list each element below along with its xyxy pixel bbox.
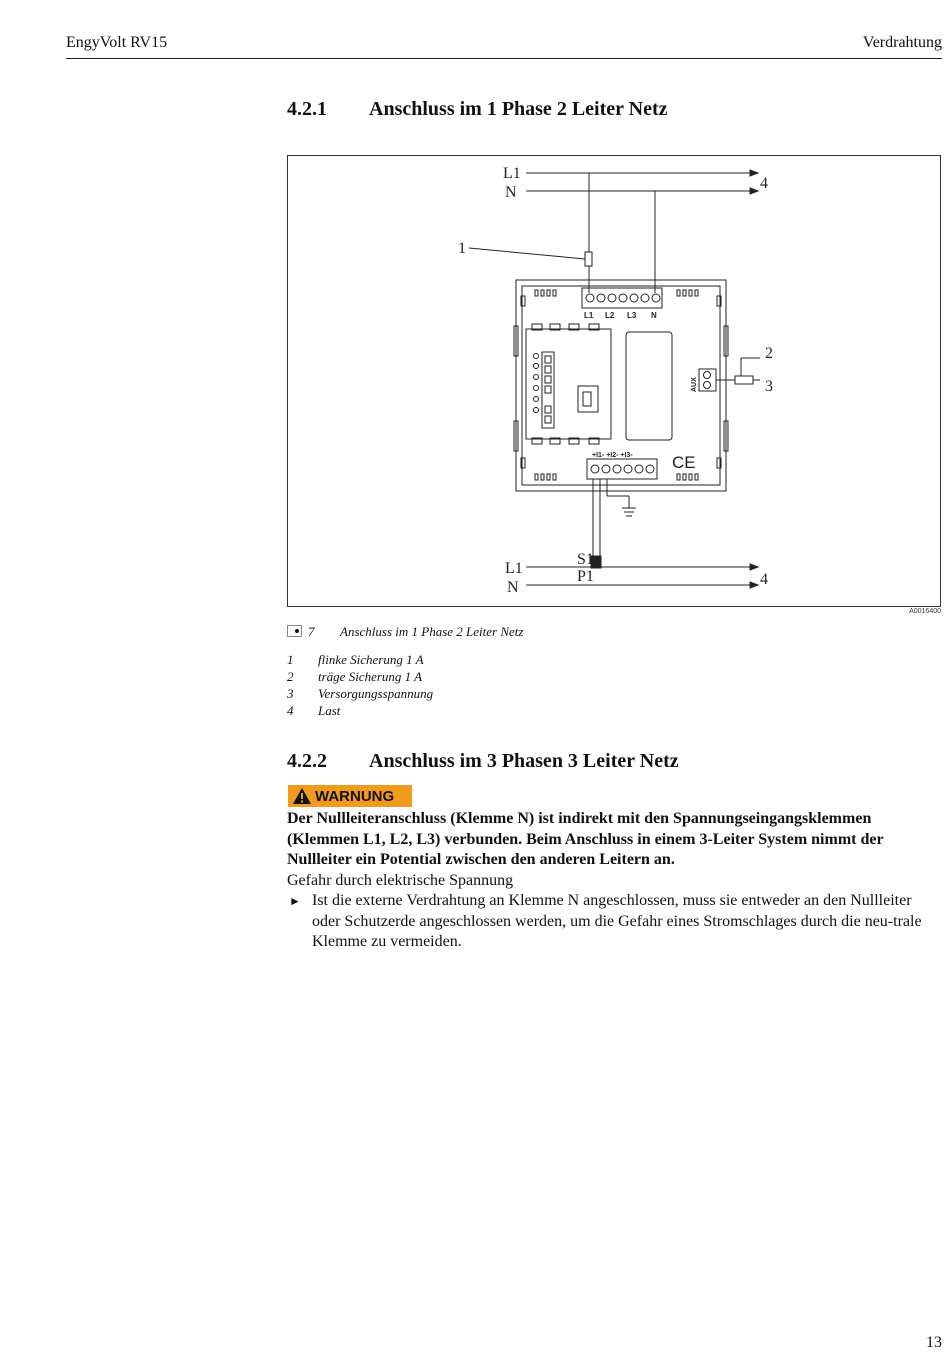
- caption-text: Anschluss im 1 Phase 2 Leiter Netz: [340, 624, 524, 639]
- figure-caption: [287, 624, 523, 640]
- label-top-load: 4: [760, 175, 768, 192]
- label-bottom-l1: L1: [505, 560, 523, 577]
- fuse1-leader: [469, 248, 585, 259]
- figure-id: A0016400: [909, 608, 941, 615]
- section-number: 4.2.2: [287, 750, 327, 772]
- bullet-arrow-icon: ►: [289, 894, 301, 908]
- module-frame: [526, 329, 611, 439]
- display-window: [626, 332, 672, 440]
- housing-clips-top: [535, 290, 698, 296]
- wiring-diagram: [287, 155, 941, 607]
- figure-legend: [287, 651, 433, 719]
- top-n-arrow: [750, 188, 758, 194]
- warning-text: Der Nullleiteranschluss (Klemme N) ist indirekt mit den Spannungseingangsklemmen (Klemmen L1, L2, L3) verbunden. Beim Anschluss in einem 3-Leiter System nimmt der Nullleiter ein Potential zwischen den anderen Leitern an.: [287, 810, 884, 868]
- caption-number: 7: [308, 624, 315, 639]
- figure-icon: [287, 625, 302, 637]
- label-s1: S1: [577, 551, 594, 568]
- warning-triangle-icon: [292, 787, 312, 805]
- fuse-1: [585, 252, 592, 266]
- label-bottom-n: N: [507, 579, 519, 596]
- legend-item: 2 träge Sicherung 1 A: [287, 669, 423, 684]
- terminal-label-l1: L1: [584, 311, 594, 320]
- terminal-label-l3: L3: [627, 311, 637, 320]
- label-p1: P1: [577, 568, 594, 585]
- action-item: [287, 891, 943, 953]
- wiring-diagram-svg: [288, 156, 942, 608]
- warning-badge: [288, 785, 412, 807]
- warning-label: WARNUNG: [315, 787, 395, 805]
- label-supply: 3: [765, 378, 773, 395]
- label-fuse-2: 2: [765, 345, 773, 362]
- page-number: 13: [926, 1334, 942, 1351]
- terminal-label-l2: L2: [605, 311, 615, 320]
- led-column: [534, 354, 539, 413]
- label-bottom-load: 4: [760, 571, 768, 588]
- legend-item: 3 Versorgungsspannung: [287, 686, 434, 701]
- section-title: Anschluss im 1 Phase 2 Leiter Netz: [369, 98, 668, 120]
- current-terminal-labels: +I1- +I2- +I3-: [592, 452, 633, 459]
- legend-item: 1 flinke Sicherung 1 A: [287, 652, 424, 667]
- terminal-label-n: N: [651, 311, 657, 320]
- label-top-l1: L1: [503, 165, 521, 182]
- fuse-2: [735, 376, 753, 384]
- header-product-name: EngyVolt RV15: [66, 34, 168, 51]
- small-module: [578, 386, 598, 412]
- action-text: Ist die externe Verdrahtung an Klemme N angeschlossen, muss sie entweder an den Nullleiter oder Schutzerde angeschlossen werden, um die Gefahr eines Stromschlages durch die neu-trale Klemme zu vermeiden.: [312, 892, 922, 950]
- label-fuse-1: 1: [458, 240, 466, 257]
- legend-item: 4 Last: [287, 703, 341, 718]
- aux-terminal: [699, 369, 716, 391]
- header-rule: [66, 58, 942, 59]
- header-chapter-title: Verdrahtung: [862, 34, 942, 51]
- voltage-terminals: [586, 294, 660, 302]
- section-heading-4-2-1: [287, 98, 668, 121]
- danger-text: Gefahr durch elektrische Spannung: [287, 872, 514, 889]
- top-l1-arrow: [750, 170, 758, 176]
- section-number: 4.2.1: [287, 98, 327, 120]
- section-title: Anschluss im 3 Phasen 3 Leiter Netz: [369, 750, 679, 772]
- ce-mark: CE: [672, 453, 696, 472]
- label-top-n: N: [505, 184, 517, 201]
- aux-label: AUX: [691, 377, 698, 392]
- section-heading-4-2-2: [287, 750, 679, 773]
